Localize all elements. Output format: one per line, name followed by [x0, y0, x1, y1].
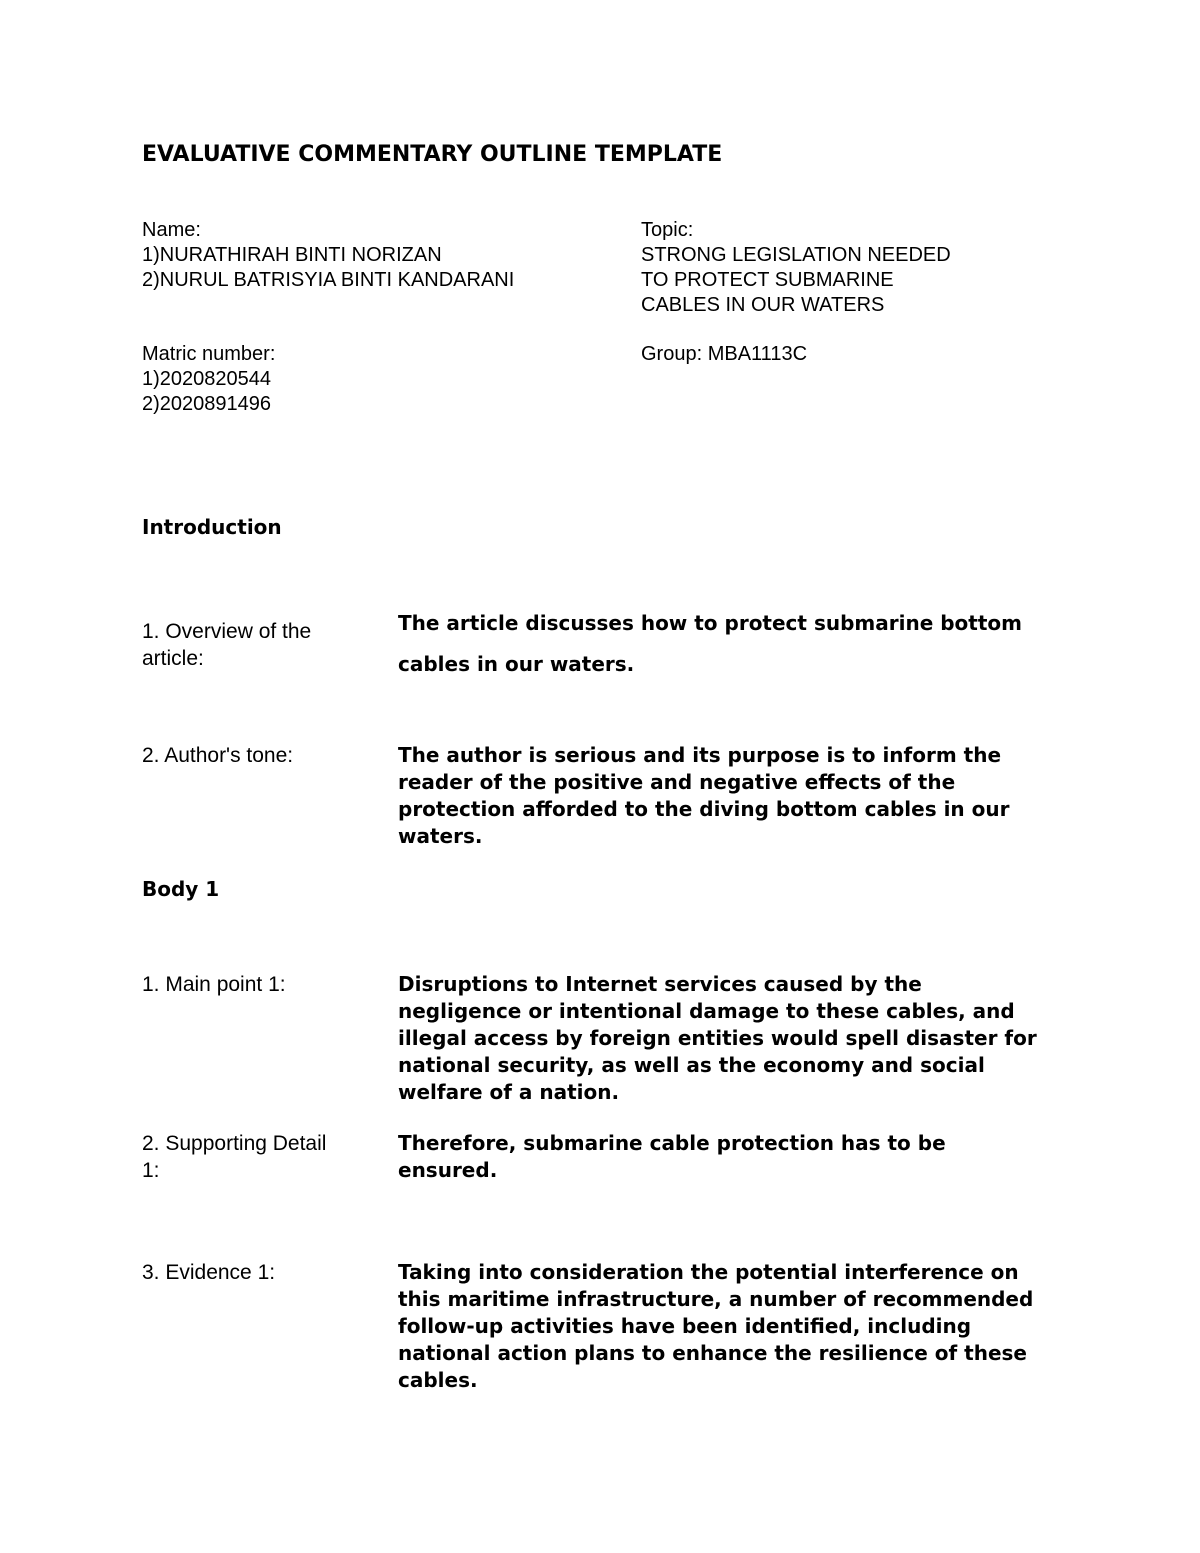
evidence-answer-line: this maritime infrastructure, a number of recommended: [398, 1287, 1034, 1311]
supporting-detail-answer-line: Therefore, submarine cable protection has to be: [398, 1131, 946, 1155]
tone-answer-line: protection afforded to the diving bottom cables in our: [398, 797, 1010, 821]
topic-line-3: CABLES IN OUR WATERS: [641, 294, 885, 316]
main-point-answer-line: negligence or intentional damage to these cables, and: [398, 999, 1015, 1023]
member-1: 1)NURATHIRAH BINTI NORIZAN: [142, 244, 442, 266]
name-label: Name:: [142, 219, 201, 241]
matric-number-2: 2)2020891496: [142, 393, 272, 415]
main-point-label: [142, 971, 286, 998]
tone-answer-line: reader of the positive and negative effects of the: [398, 770, 956, 794]
supporting-detail-label-line: 2. Supporting Detail: [142, 1132, 327, 1155]
name-block: [142, 218, 514, 293]
main-point-label-line: 1. Main point 1:: [142, 973, 286, 996]
group-field: [641, 342, 807, 367]
main-point-answer-line: Disruptions to Internet services caused by the: [398, 972, 922, 996]
topic-line-2: TO PROTECT SUBMARINE: [641, 269, 894, 291]
overview-answer: [398, 603, 1022, 685]
overview-label: [142, 618, 311, 672]
tone-label: [142, 742, 293, 769]
document-title: EVALUATIVE COMMENTARY OUTLINE TEMPLATE: [142, 142, 723, 167]
tone-answer-line: The author is serious and its purpose is to inform the: [398, 743, 1002, 767]
evidence-label: [142, 1259, 275, 1286]
evidence-label-line: 3. Evidence 1:: [142, 1261, 276, 1284]
topic-block: [641, 218, 951, 318]
overview-answer-line: cables in our waters.: [398, 652, 635, 676]
supporting-detail-answer-line: ensured.: [398, 1158, 498, 1182]
supporting-detail-label: [142, 1130, 326, 1184]
evidence-answer: [398, 1259, 1033, 1394]
evidence-answer-line: follow-up activities have been identified, including: [398, 1314, 972, 1338]
evidence-answer-line: Taking into consideration the potential interference on: [398, 1260, 1019, 1284]
member-2: 2)NURUL BATRISYIA BINTI KANDARANI: [142, 269, 515, 291]
tone-answer-line: waters.: [398, 824, 483, 848]
matric-block: [142, 342, 275, 417]
introduction-heading: Introduction: [142, 515, 282, 539]
tone-label-line: 2. Author's tone:: [142, 744, 294, 767]
body1-heading: Body 1: [142, 877, 220, 901]
matric-label: Matric number:: [142, 343, 276, 365]
topic-label: Topic:: [641, 219, 694, 241]
supporting-detail-label-line: 1:: [142, 1159, 160, 1182]
matric-number-1: 1)2020820544: [142, 368, 272, 390]
main-point-answer-line: national security, as well as the economy and social: [398, 1053, 985, 1077]
overview-answer-line: The article discusses how to protect submarine bottom: [398, 611, 1022, 635]
overview-label-line: article:: [142, 647, 204, 670]
main-point-answer-line: welfare of a nation.: [398, 1080, 620, 1104]
group-text: Group: MBA1113C: [641, 343, 808, 365]
supporting-detail-answer: [398, 1130, 946, 1184]
topic-line-1: STRONG LEGISLATION NEEDED: [641, 244, 951, 266]
evidence-answer-line: cables.: [398, 1368, 478, 1392]
evidence-answer-line: national action plans to enhance the resilience of these: [398, 1341, 1027, 1365]
main-point-answer: [398, 971, 1037, 1106]
main-point-answer-line: illegal access by foreign entities would spell disaster for: [398, 1026, 1037, 1050]
tone-answer: [398, 742, 1009, 850]
overview-label-line: 1. Overview of the: [142, 620, 312, 643]
